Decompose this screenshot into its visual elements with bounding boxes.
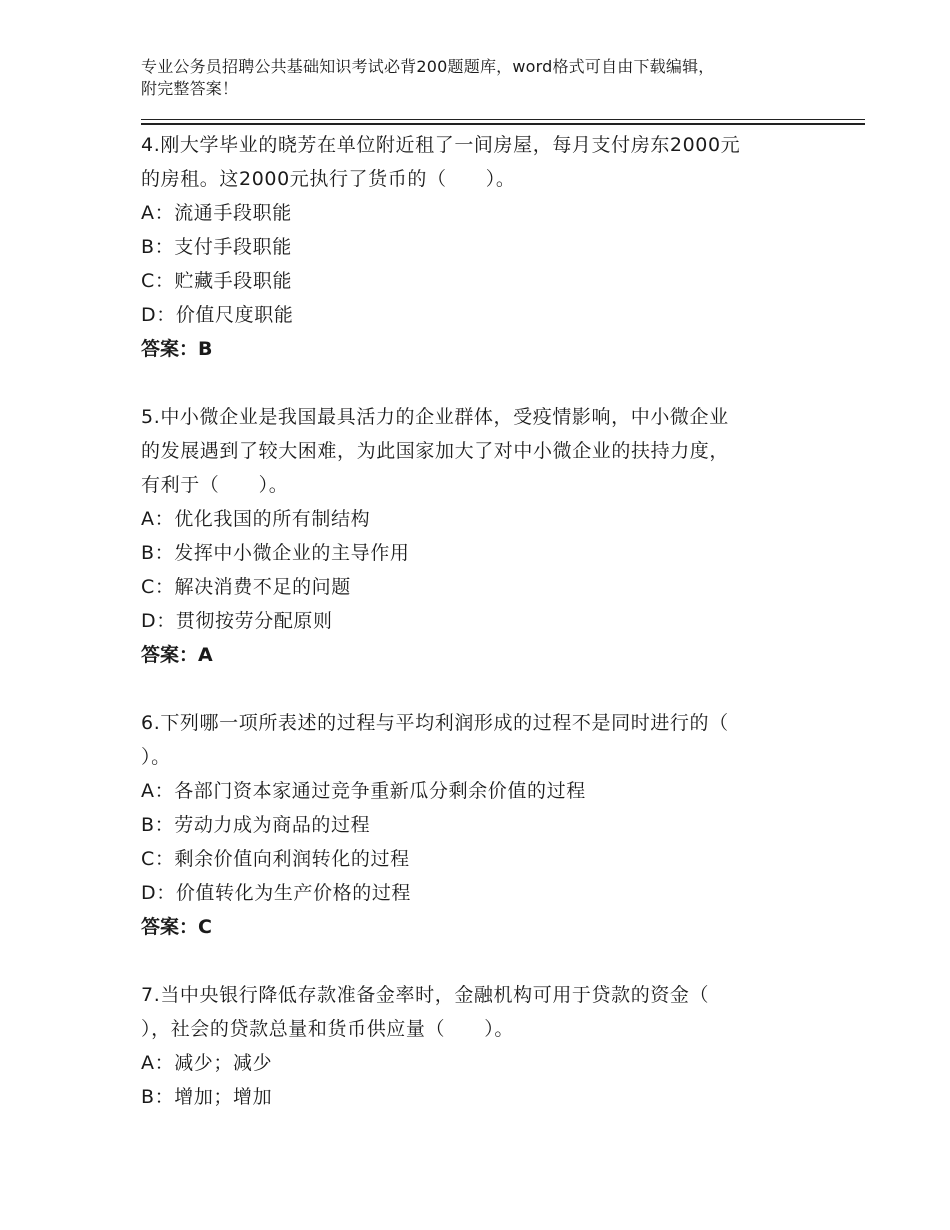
- spacer: [141, 366, 811, 400]
- option-d: D：贯彻按劳分配原则: [141, 610, 333, 632]
- question-text-line: 有利于（ ）。: [141, 474, 289, 496]
- question-6: [141, 706, 811, 944]
- question-text-line: 7.当中央银行降低存款准备金率时，金融机构可用于贷款的资金（: [141, 984, 710, 1006]
- question-text-line: ），社会的贷款总量和货币供应量（ ）。: [141, 1018, 515, 1040]
- header-line-2: 附完整答案！: [141, 79, 239, 98]
- option-b: B：支付手段职能: [141, 236, 292, 258]
- option-a: A：优化我国的所有制结构: [141, 508, 371, 530]
- question-text-line: ）。: [141, 746, 171, 768]
- option-d: D：价值尺度职能: [141, 304, 294, 326]
- option-d: D：价值转化为生产价格的过程: [141, 882, 412, 904]
- question-text-line: 4.刚大学毕业的晓芳在单位附近租了一间房屋，每月支付房东2000元: [141, 134, 741, 156]
- question-list: [141, 128, 811, 1114]
- option-a: A：减少；减少: [141, 1052, 273, 1074]
- spacer: [141, 672, 811, 706]
- option-b: B：增加；增加: [141, 1086, 273, 1108]
- question-text-line: 5.中小微企业是我国最具活力的企业群体，受疫情影响，中小微企业: [141, 406, 729, 428]
- header-line-1: 专业公务员招聘公共基础知识考试必背200题题库，word格式可自由下载编辑，: [141, 57, 715, 76]
- option-a: A：各部门资本家通过竞争重新瓜分剩余价值的过程: [141, 780, 586, 802]
- question-text-line: 6.下列哪一项所表述的过程与平均利润形成的过程不是同时进行的（: [141, 712, 729, 734]
- answer: 答案：B: [141, 338, 213, 360]
- question-5: [141, 400, 811, 672]
- answer: 答案：C: [141, 916, 212, 938]
- option-b: B：发挥中小微企业的主导作用: [141, 542, 410, 564]
- option-b: B：劳动力成为商品的过程: [141, 814, 371, 836]
- question-text-line: 的房租。这2000元执行了货币的（ ）。: [141, 168, 516, 190]
- header-rule-thick: [141, 123, 865, 125]
- question-4: [141, 128, 811, 366]
- question-7: [141, 978, 811, 1114]
- header-rule-thin: [141, 119, 865, 120]
- spacer: [141, 944, 811, 978]
- answer: 答案：A: [141, 644, 213, 666]
- document-header: [141, 56, 861, 100]
- question-text-line: 的发展遇到了较大困难，为此国家加大了对中小微企业的扶持力度，: [141, 440, 730, 462]
- option-c: C：剩余价值向利润转化的过程: [141, 848, 410, 870]
- option-c: C：解决消费不足的问题: [141, 576, 351, 598]
- option-a: A：流通手段职能: [141, 202, 292, 224]
- option-c: C：贮藏手段职能: [141, 270, 293, 292]
